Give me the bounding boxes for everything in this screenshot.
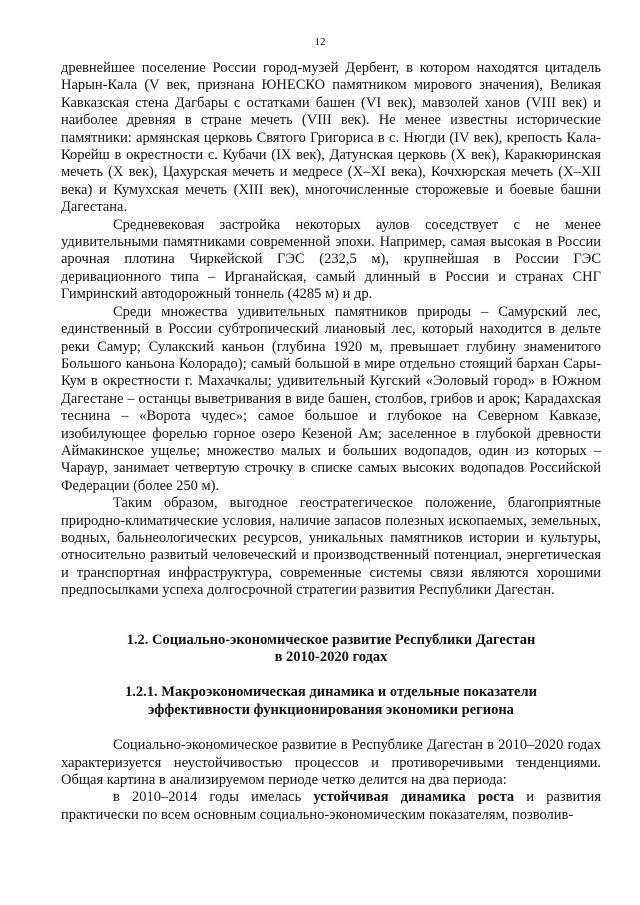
section-heading-line2: в 2010-2020 годах xyxy=(274,649,388,665)
subsection-heading xyxy=(61,684,601,719)
section-heading-line1: 1.2. Социально-экономическое развитие Республики Дагестан xyxy=(126,631,536,648)
paragraph-development-overview: Социально-экономическое развитие в Республике Дагестан в 2010–2020 годах характеризуется неустойчивостью процессов и противоречивыми тенденциями. Общая картина в анализируемом периоде четко делится на два периода: xyxy=(61,737,601,789)
body-text xyxy=(61,60,601,824)
paragraph-modern-landmarks: Средневековая застройка некоторых аулов соседствует с не менее удивительными памятниками современной эпохи. Например, самая высокая в России арочная плотина Чиркейской ГЭС (232,5 м), крупнейшая в России ГЭС деривационного типа – Ирганайская, самый длинный в России и странах СНГ Гимринский автодорожный тоннель (4285 м) и др. xyxy=(61,216,601,303)
paragraph-natural-monuments: Среди множества удивительных памятников природы – Самурский лес, единственный в России субтропический лиановый лес, который находится в дельте реки Самур; Сулакский каньон (глубина 1920 м, превышает глубину знаменитого Большого каньона Колорадо); самый большой в мире отдельно стоящий бархан Сары-Кум в окрестности г. Махачкалы; удивительный Кугский «Эоловый город» в Южном Дагестане – останцы выветривания в виде башен, столбов, грибов и арок; Карадахская теснина – «Ворота чудес»; самое большое и глубокое на Северном Кавказе, изобилующее форелью горное озеро Кезеной Ам; заселенное в глубокой древности Аймакинское ущелье; множество малых и больших водопадов, один из которых – Чараур, занимает четвертую строчку в списке самых высоких водопадов Российской Федерации (более 250 м). xyxy=(61,303,601,494)
paragraph-growth-period xyxy=(61,789,601,824)
growth-text-after: и развития практически по всем основным социально-экономическим показателям, позволив- xyxy=(61,789,601,823)
subsection-heading-line2: эффективности функционирования экономики региона xyxy=(148,701,514,718)
growth-text-before: в 2010–2014 годы имелась xyxy=(113,789,314,806)
section-heading xyxy=(61,632,601,667)
paragraph-dagestan-monuments: древнейшее поселение России город-музей Дербент, в котором находятся цитадель Нарын-Кала (V век, признана ЮНЕСКО памятником мирового значения), Великая Кавказская стена Дагбары с остатками башен (VI век), мавзолей ханов (VIII век) и наиболее древняя в стране мечеть (VIII век). Не менее известны исторические памятники: армянская церковь Святого Григориса в с. Нюгди (IV век), крепость Кала-Корейш в окрестности с. Кубачи (IX век), Датунская церковь (X век), Каракюринская мечеть (X век), Цахурская мечеть и медресе (X–XI века), Кочхюрская мечеть (X–XII века) и Кумухская мечеть (XIII век), многочисленные сторожевые и боевые башни Дагестана. xyxy=(61,60,601,216)
paragraph-conclusion: Таким образом, выгодное геостратегическое положение, благоприятные природно-климатические условия, наличие запасов полезных ископаемых, земельных, водных, бальнеологических ресурсов, уникальных памятников истории и культуры, относительно развитый человеческий и производственный потенциал, энергетическая и транспортная инфраструктура, современные системы связи являются хорошими предпосылками успеха долгосрочной стратегии развития Республики Дагестан. xyxy=(61,495,601,599)
growth-emphasis: устойчивая динамика роста xyxy=(313,789,515,806)
page-number: 12 xyxy=(314,36,326,48)
subsection-heading-line1: 1.2.1. Макроэкономическая динамика и отдельные показатели xyxy=(125,684,537,701)
